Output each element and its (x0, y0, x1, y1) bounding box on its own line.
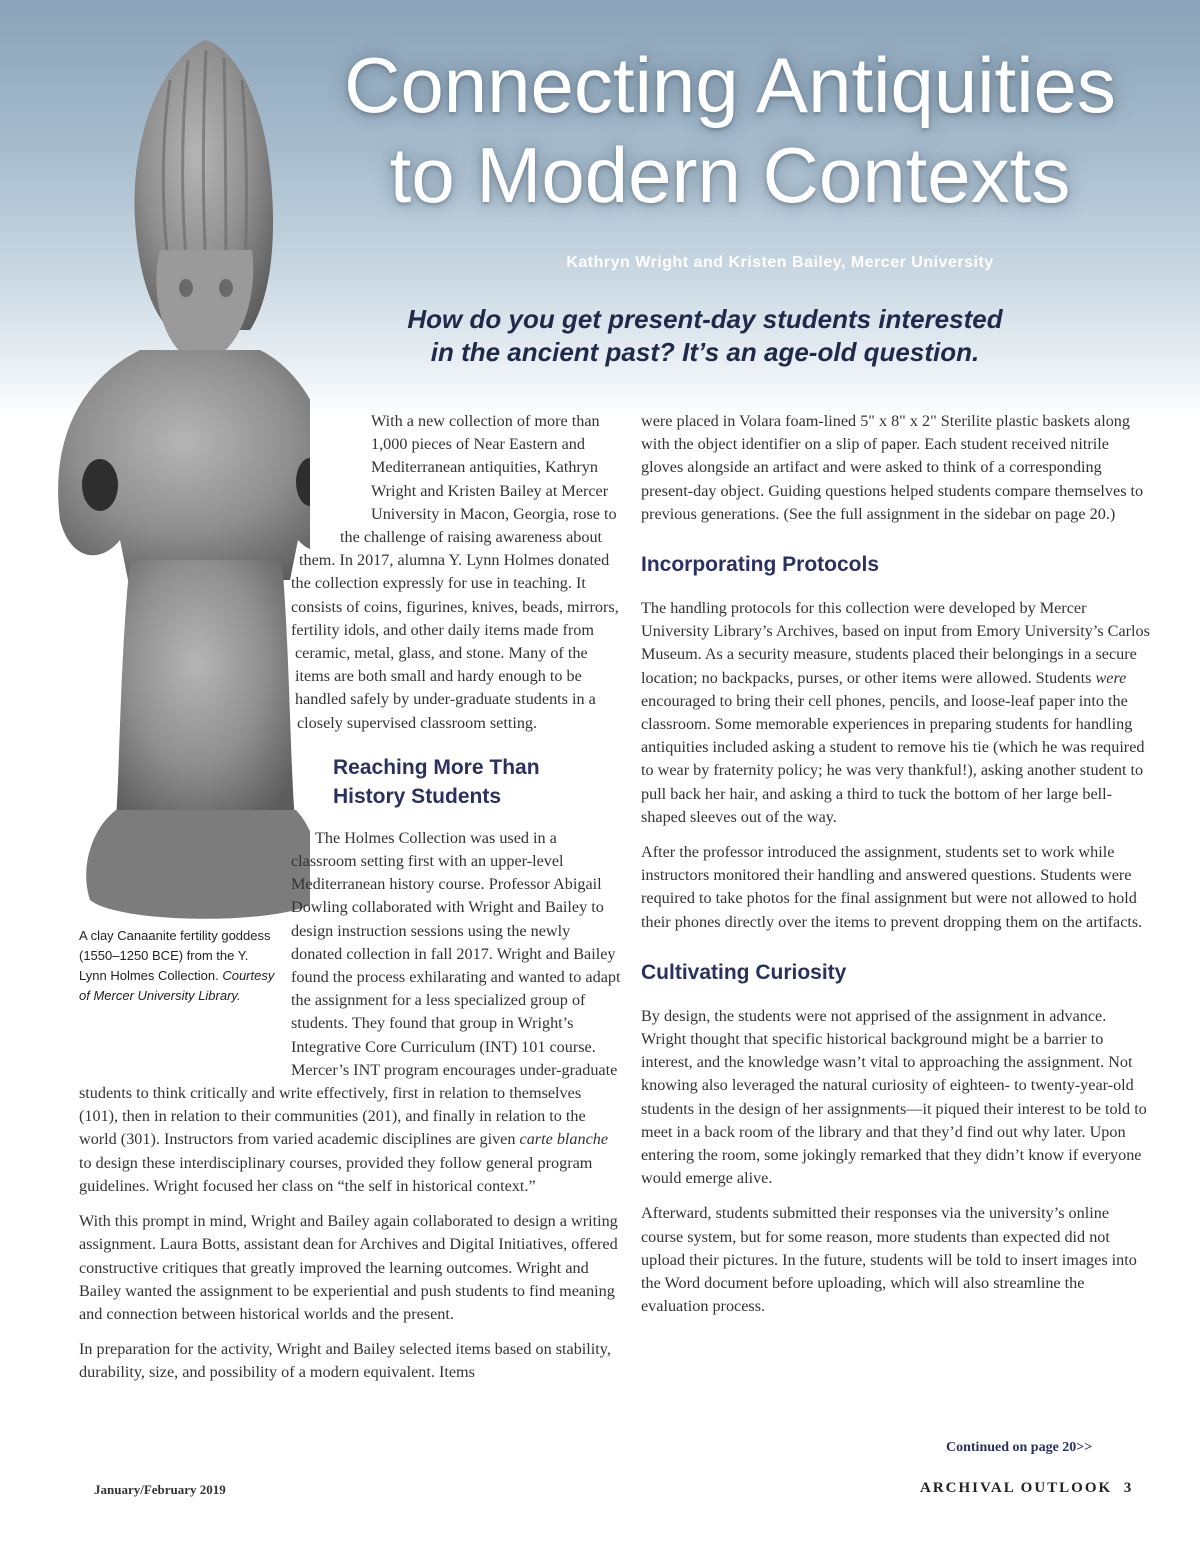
paragraph-intro: With a new collection of more than 1,000 pieces of Near Eastern and Mediterranean antiquities, Kathryn Wright and Kristen Bailey at Mercer University in Macon, Georgia, rose to the challenge of raising awareness about them. In 2017, alumna Y. Lynn Holmes donated the collection expressly for use in teaching. It consists of coins, figurines, knives, beads, mirrors, fertility idols, and other daily items made from ceramic, metal, glass, and stone. Many of the items are both small and hardy enough to be handled safely by under-graduate students in a closely supervised classroom setting. (291, 412, 619, 732)
article-column-right (641, 410, 1151, 1331)
paragraph-baskets: were placed in Volara foam-lined 5" x 8" x 2" Sterilite plastic baskets along with the object identifier on a slip of paper. Each student received nitrile gloves alongside an artifact and were asked to think of a corresponding present-day object. Guiding questions helped students compare themselves to previous generations. (See the full assignment in the sidebar on page 20.) (641, 412, 1144, 523)
heading-reaching-line-2: History Students (333, 784, 502, 808)
title-line-1: Connecting Antiquities (344, 41, 1116, 129)
heading-reaching (333, 753, 623, 811)
heading-protocols: Incorporating Protocols (641, 553, 880, 577)
heading-reaching-line-1: Reaching More Than (333, 755, 540, 779)
paragraph-curiosity: By design, the students were not apprised of the assignment in advance. Wright thought that specific historical background might be a barrier to interest, and the knowledge wasn’t vital to approaching the assignment. Not knowing also leveraged the natural curiosity of eighteen- to twenty-year-old students in the design of her assignments—it piqued their interest to be told to meet in a back room of the library and that they’d find out why later. Upon entering the room, some jokingly remarked that they didn’t know if everyone would emerge alive. (641, 1006, 1147, 1188)
continued-link[interactable]: Continued on page 20>> (946, 1440, 1093, 1455)
publication-name: ARCHIVAL OUTLOOK (920, 1480, 1113, 1496)
paragraph-protocols (641, 597, 1151, 829)
deck-line-1: How do you get present-day students interested (407, 304, 1003, 334)
paragraph-prompt: With this prompt in mind, Wright and Bailey again collaborated to design a writing assignment. Laura Botts, assistant dean for Archives and Digital Initiatives, offered constructive critiques that greatly improved the learning outcomes. Wright and Bailey wanted the assignment to be experiential and push students to find meaning and connection between historical worlds and the present. (79, 1212, 618, 1323)
title-line-2: to Modern Contexts (389, 131, 1071, 219)
deck-line-2: in the ancient past? It’s an age-old question. (430, 337, 980, 367)
paragraph-holmes-emphasis: carte blanche (519, 1130, 609, 1149)
caption-text: A clay Canaanite fertility goddess (1550–1250 BCE) from the Y. Lynn Holmes Collection. (79, 928, 271, 983)
paragraph-holmes-text-b: to design these interdisciplinary courses, provided they follow general program guidelines. Wright focused her class on “the self in historical context.” (79, 1153, 593, 1195)
heading-curiosity: Cultivating Curiosity (641, 960, 847, 984)
paragraph-holmes-text-a: The Holmes Collection was used in a classroom setting first with an upper-level Mediterranean history course. Professor Abigail Dowling collaborated with Wright and Bailey to design instruction sessions using the newly donated collection in fall 2017. Wright and Bailey found the process exhilarating and wanted to adapt the assignment for a less specialized group of students. They found that group in Wright’s Integrative Core Curriculum (INT) 101 course. Mercer’s INT program encourages under-graduate students to think critically and write effectively, first in relation to themselves (101), then in relation to their communities (201), and finally in relation to the world (301). Instructors from varied academic disciplines are given (79, 828, 621, 1149)
caption-credit: Courtesy of Mercer University Library. (79, 968, 275, 1003)
page-title (300, 40, 1160, 220)
paragraph-protocols-emphasis: were (1095, 668, 1127, 687)
figurine-face (156, 250, 253, 365)
page-number: 3 (1123, 1480, 1134, 1496)
paragraph-protocols-text-a: The handling protocols for this collection were developed by Mercer University Library’s Archives, based on input from Emory University’s Carlos Museum. As a security measure, students placed their belongings in a secure location; no backpacks, purses, or other items were allowed. Students (641, 599, 1150, 687)
byline: Kathryn Wright and Kristen Bailey, Mercer University (566, 254, 994, 271)
deck (330, 303, 1080, 369)
footer-publication (920, 1480, 1133, 1497)
footer-issue-date: January/February 2019 (94, 1482, 226, 1497)
paragraph-protocols-text-b: encouraged to bring their cell phones, pencils, and loose-leaf paper into the classroom. Some memorable experiences in preparing students for handling antiquities included asking a student to remove his tie (which he was required to wear by fraternity policy; he was very thankful!), asking another student to pull back her hair, and asking a third to tuck the bottom of her large bell-shaped sleeves out of the way. (641, 691, 1145, 826)
paragraph-afterward: Afterward, students submitted their responses via the university’s online course system, but for some reason, more students than expected did not upload their pictures. In the future, students will be told to insert images into the Word document before uploading, which will also streamline the evaluation process. (641, 1204, 1137, 1316)
paragraph-assignment: After the professor introduced the assignment, students set to work while instructors monitored their handling and answered questions. Students were required to take photos for the final assignment but were not allowed to hold their phones directly over the items to prevent dropping them on the artifacts. (641, 843, 1143, 931)
paragraph-preparation: In preparation for the activity, Wright and Bailey selected items based on stability, durability, size, and possibility of a modern equivalent. Items (79, 1340, 611, 1382)
article-column-left (79, 410, 623, 1397)
